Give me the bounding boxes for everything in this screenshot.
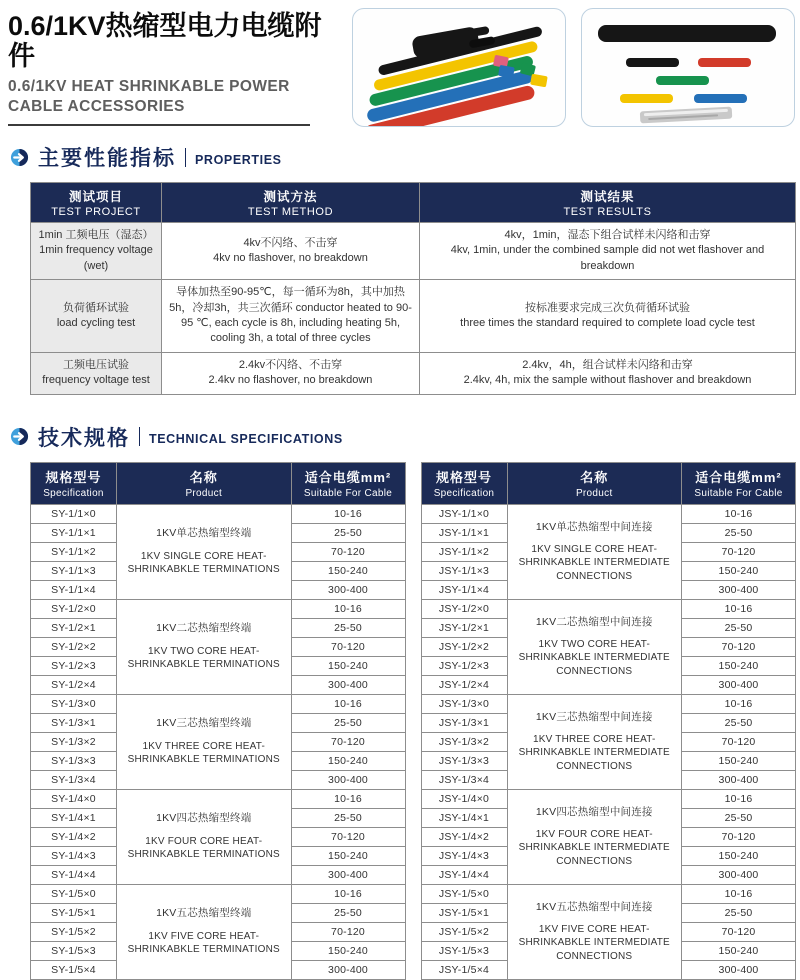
section-title-en: PROPERTIES (195, 152, 282, 167)
spec-model-cell: SY-1/5×2 (31, 922, 117, 941)
spec-cable-cell: 300-400 (291, 865, 405, 884)
spec-col-header: 适合电缆mm² Suitable For Cable (682, 462, 796, 504)
spec-cable-cell: 70-120 (682, 542, 796, 561)
spec-model-cell: JSY-1/4×2 (421, 827, 507, 846)
cell-text-zh: 导体加热至90-95℃，每一循环为8h，其中加热5h，冷却3h，共三次循环 (169, 286, 405, 314)
spec-cable-cell: 150-240 (291, 656, 405, 675)
page-header (8, 8, 795, 127)
header-en: TEST RESULTS (563, 206, 652, 218)
spec-col-header: 规格型号 Specification (31, 462, 117, 504)
spec-cable-cell: 300-400 (291, 580, 405, 599)
spec-model-cell: JSY-1/3×1 (421, 713, 507, 732)
spec-model-cell: SY-1/3×3 (31, 751, 117, 770)
spec-model-cell: SY-1/4×2 (31, 827, 117, 846)
arrow-circle-icon (10, 148, 29, 167)
spec-row (421, 504, 796, 523)
section-title-zh: 技术规格 (38, 426, 130, 450)
spec-cable-cell: 10-16 (291, 884, 405, 903)
spec-model-cell: SY-1/4×3 (31, 846, 117, 865)
spec-header-row (31, 462, 406, 504)
section-title-separator (185, 148, 186, 167)
product-photo-connections (581, 8, 795, 127)
section-header-specs (10, 422, 795, 452)
spec-header-row (421, 462, 796, 504)
page-title-zh: 0.6/1KV热缩型电力电缆附件 (8, 11, 322, 71)
cell-text-zh: 2.4kv不闪络、不击穿 (238, 358, 343, 371)
spec-cable-cell: 25-50 (291, 523, 405, 542)
spec-model-cell: SY-1/5×3 (31, 941, 117, 960)
spec-model-cell: JSY-1/1×2 (421, 542, 507, 561)
spec-cable-cell: 150-240 (291, 561, 405, 580)
cell-text-en: 4kv, 1min, under the combined sample did not wet flashover and breakdown (450, 244, 765, 272)
spec-model-cell: SY-1/4×4 (31, 865, 117, 884)
spec-cable-cell: 10-16 (682, 504, 796, 523)
section-header-properties (10, 142, 795, 172)
cell-text-en: frequency voltage test (42, 374, 150, 387)
spec-model-cell: JSY-1/5×4 (421, 960, 507, 979)
spec-cable-cell: 300-400 (682, 770, 796, 789)
spec-cable-cell: 70-120 (291, 732, 405, 751)
spec-row (31, 504, 406, 523)
spec-cable-cell: 150-240 (682, 751, 796, 770)
spec-model-cell: JSY-1/5×1 (421, 903, 507, 922)
properties-table (30, 182, 796, 395)
spec-cable-cell: 300-400 (682, 865, 796, 884)
spec-model-cell: SY-1/1×4 (31, 580, 117, 599)
section-title-zh: 主要性能指标 (38, 147, 176, 170)
spec-model-cell: JSY-1/4×0 (421, 789, 507, 808)
spec-model-cell: SY-1/2×2 (31, 637, 117, 656)
spec-model-cell: SY-1/2×4 (31, 675, 117, 694)
props-result-cell (420, 223, 796, 280)
spec-model-cell: JSY-1/3×0 (421, 694, 507, 713)
properties-header-row (31, 183, 796, 223)
spec-model-cell: SY-1/3×1 (31, 713, 117, 732)
spec-cable-cell: 300-400 (682, 675, 796, 694)
spec-cable-cell: 150-240 (682, 846, 796, 865)
spec-cable-cell: 70-120 (682, 637, 796, 656)
header-zh: 测试方法 (263, 190, 318, 204)
spec-tables (30, 462, 796, 980)
spec-model-cell: JSY-1/1×3 (421, 561, 507, 580)
spec-cable-cell: 10-16 (682, 789, 796, 808)
spec-cable-cell: 300-400 (682, 960, 796, 979)
spec-col-header: 规格型号 Specification (421, 462, 507, 504)
cell-text-en: 2.4kv, 4h, mix the sample without flashover and breakdown (463, 374, 752, 387)
spec-model-cell: SY-1/2×1 (31, 618, 117, 637)
spec-cable-cell: 300-400 (291, 960, 405, 979)
header-en: TEST PROJECT (51, 206, 141, 218)
page-title-en-line1: 0.6/1KV HEAT SHRINKABLE POWER (8, 78, 290, 96)
spec-model-cell: JSY-1/1×0 (421, 504, 507, 523)
spec-cable-cell: 10-16 (682, 599, 796, 618)
cell-text-zh: 工频电压试验 (63, 358, 129, 371)
spec-product-cell: 1KV四芯热缩型中间连接 1KV FOUR CORE HEAT-SHRINKABKLE INTERMEDIATE CONNECTIONS (507, 789, 682, 884)
spec-cable-cell: 10-16 (291, 504, 405, 523)
spec-cable-cell: 150-240 (291, 751, 405, 770)
spec-model-cell: JSY-1/2×1 (421, 618, 507, 637)
spec-cable-cell: 300-400 (291, 770, 405, 789)
spec-model-cell: SY-1/5×1 (31, 903, 117, 922)
props-project-cell (31, 352, 162, 394)
cell-text-en: 1min frequency voltage (wet) (39, 244, 153, 272)
spec-model-cell: JSY-1/5×0 (421, 884, 507, 903)
spec-model-cell: JSY-1/1×1 (421, 523, 507, 542)
spec-product-cell: 1KV五芯热缩型中间连接 1KV FIVE CORE HEAT-SHRINKABKLE INTERMEDIATE CONNECTIONS (507, 884, 682, 979)
spec-cable-cell: 10-16 (291, 694, 405, 713)
table-row (31, 352, 796, 394)
properties-col-test-project (31, 183, 162, 223)
spec-product-cell: 1KV单芯热缩型终端 1KV SINGLE CORE HEAT-SHRINKABKLE TERMINATIONS (117, 504, 292, 599)
spec-product-cell: 1KV二芯热缩型终端 1KV TWO CORE HEAT-SHRINKABKLE TERMINATIONS (117, 599, 292, 694)
section-title-separator (139, 427, 140, 446)
props-method-cell (162, 223, 420, 280)
cell-text-zh: 4kv不闪络、不击穿 (243, 236, 338, 249)
spec-cable-cell: 10-16 (291, 789, 405, 808)
spec-model-cell: SY-1/1×1 (31, 523, 117, 542)
spec-product-cell: 1KV二芯热缩型中间连接 1KV TWO CORE HEAT-SHRINKABKLE INTERMEDIATE CONNECTIONS (507, 599, 682, 694)
spec-cable-cell: 300-400 (682, 580, 796, 599)
spec-cable-cell: 150-240 (291, 846, 405, 865)
section-title-en: TECHNICAL SPECIFICATIONS (149, 432, 343, 447)
spec-cable-cell: 10-16 (682, 694, 796, 713)
title-block (8, 8, 340, 126)
spec-row (31, 789, 406, 808)
spec-cable-cell: 25-50 (682, 523, 796, 542)
spec-product-cell: 1KV五芯热缩型终端 1KV FIVE CORE HEAT-SHRINKABKLE TERMINATIONS (117, 884, 292, 979)
header-zh: 测试项目 (68, 190, 123, 204)
spec-row (421, 694, 796, 713)
spec-product-cell: 1KV单芯热缩型中间连接 1KV SINGLE CORE HEAT-SHRINKABKLE INTERMEDIATE CONNECTIONS (507, 504, 682, 599)
title-divider (8, 124, 310, 126)
spec-col-header: 名称 Product (507, 462, 682, 504)
spec-table-terminations (30, 462, 406, 980)
spec-model-cell: SY-1/4×1 (31, 808, 117, 827)
spec-row (31, 694, 406, 713)
table-row (31, 280, 796, 353)
spec-cable-cell: 70-120 (291, 542, 405, 561)
table-row (31, 223, 796, 280)
spec-cable-cell: 300-400 (291, 675, 405, 694)
heat-shrink-tubes-diagonal-image (353, 9, 565, 126)
spec-model-cell: SY-1/1×2 (31, 542, 117, 561)
spec-model-cell: JSY-1/2×0 (421, 599, 507, 618)
arrow-circle-icon (10, 427, 29, 446)
spec-model-cell: SY-1/5×0 (31, 884, 117, 903)
spec-col-header: 适合电缆mm² Suitable For Cable (291, 462, 405, 504)
cell-text-zh: 1min 工频电压（湿态） (38, 229, 154, 241)
spec-cable-cell: 150-240 (291, 941, 405, 960)
spec-row (421, 599, 796, 618)
spec-model-cell: SY-1/1×0 (31, 504, 117, 523)
cell-text-zh: 2.4kv，4h，组合试样未闪络和击穿 (522, 358, 693, 371)
header-en: TEST METHOD (247, 206, 334, 218)
props-result-cell (420, 352, 796, 394)
spec-cable-cell: 70-120 (682, 922, 796, 941)
spec-cable-cell: 25-50 (682, 618, 796, 637)
props-method-cell (162, 280, 420, 353)
properties-col-test-method (162, 183, 420, 223)
spec-cable-cell: 150-240 (682, 656, 796, 675)
spec-cable-cell: 25-50 (682, 903, 796, 922)
spec-model-cell: JSY-1/2×4 (421, 675, 507, 694)
cell-text-en: three times the standard required to complete load cycle test (460, 316, 755, 329)
spec-model-cell: JSY-1/3×3 (421, 751, 507, 770)
cell-text-zh: 按标准要求完成三次负荷循环试验 (525, 301, 690, 314)
spec-cable-cell: 25-50 (682, 713, 796, 732)
spec-cable-cell: 70-120 (682, 732, 796, 751)
spec-model-cell: SY-1/4×0 (31, 789, 117, 808)
spec-model-cell: JSY-1/4×1 (421, 808, 507, 827)
spec-row (31, 599, 406, 618)
props-project-cell (31, 223, 162, 280)
spec-cable-cell: 25-50 (291, 618, 405, 637)
cell-text-en: 4kv no flashover, no breakdown (213, 252, 368, 265)
spec-cable-cell: 70-120 (291, 827, 405, 846)
spec-cable-cell: 150-240 (682, 941, 796, 960)
cell-text-en: 2.4kv no flashover, no breakdown (208, 374, 373, 387)
spec-cable-cell: 70-120 (291, 922, 405, 941)
spec-model-cell: JSY-1/2×3 (421, 656, 507, 675)
spec-cable-cell: 10-16 (682, 884, 796, 903)
spec-model-cell: SY-1/5×4 (31, 960, 117, 979)
page-title-en (8, 77, 340, 116)
spec-cable-cell: 150-240 (682, 561, 796, 580)
props-project-cell (31, 280, 162, 353)
props-result-cell (420, 280, 796, 353)
spec-cable-cell: 70-120 (682, 827, 796, 846)
spec-cable-cell: 70-120 (291, 637, 405, 656)
cell-text-en: load cycling test (56, 316, 136, 329)
cell-text-zh: 4kv，1min，湿态下组合试样未闪络和击穿 (504, 229, 711, 241)
spec-cable-cell: 25-50 (291, 808, 405, 827)
cell-text-zh: 负荷循环试验 (63, 301, 129, 314)
spec-model-cell: JSY-1/2×2 (421, 637, 507, 656)
spec-cable-cell: 25-50 (682, 808, 796, 827)
spec-product-cell: 1KV三芯热缩型中间连接 1KV THREE CORE HEAT-SHRINKABKLE INTERMEDIATE CONNECTIONS (507, 694, 682, 789)
product-photo-terminations (352, 8, 566, 127)
spec-product-cell: 1KV三芯热缩型终端 1KV THREE CORE HEAT-SHRINKABKLE TERMINATIONS (117, 694, 292, 789)
spec-cable-cell: 10-16 (291, 599, 405, 618)
spec-model-cell: SY-1/2×3 (31, 656, 117, 675)
header-zh: 测试结果 (580, 190, 635, 204)
spec-cable-cell: 25-50 (291, 903, 405, 922)
spec-model-cell: SY-1/1×3 (31, 561, 117, 580)
spec-model-cell: SY-1/3×0 (31, 694, 117, 713)
properties-col-test-results (420, 183, 796, 223)
page-title-en-line2: CABLE ACCESSORIES (8, 97, 185, 115)
spec-model-cell: JSY-1/1×4 (421, 580, 507, 599)
spec-row (421, 884, 796, 903)
spec-model-cell: SY-1/3×4 (31, 770, 117, 789)
spec-product-cell: 1KV四芯热缩型终端 1KV FOUR CORE HEAT-SHRINKABKLE TERMINATIONS (117, 789, 292, 884)
spec-model-cell: SY-1/3×2 (31, 732, 117, 751)
spec-model-cell: JSY-1/3×4 (421, 770, 507, 789)
spec-model-cell: JSY-1/4×4 (421, 865, 507, 884)
spec-model-cell: JSY-1/5×3 (421, 941, 507, 960)
spec-model-cell: JSY-1/4×3 (421, 846, 507, 865)
spec-model-cell: JSY-1/3×2 (421, 732, 507, 751)
spec-model-cell: JSY-1/5×2 (421, 922, 507, 941)
spec-table-intermediate-connections (421, 462, 797, 980)
spec-model-cell: SY-1/2×0 (31, 599, 117, 618)
spec-row (31, 884, 406, 903)
cell-text-en: conductor heated to 90-95 ℃, each cycle is 8h, including heating 5h, cooling 3h, a total of three cycles (180, 301, 412, 345)
props-method-cell (162, 352, 420, 394)
spec-col-header: 名称 Product (117, 462, 292, 504)
product-photos (352, 8, 795, 127)
heat-shrink-tubes-kit-image (582, 9, 794, 126)
spec-row (421, 789, 796, 808)
spec-cable-cell: 25-50 (291, 713, 405, 732)
